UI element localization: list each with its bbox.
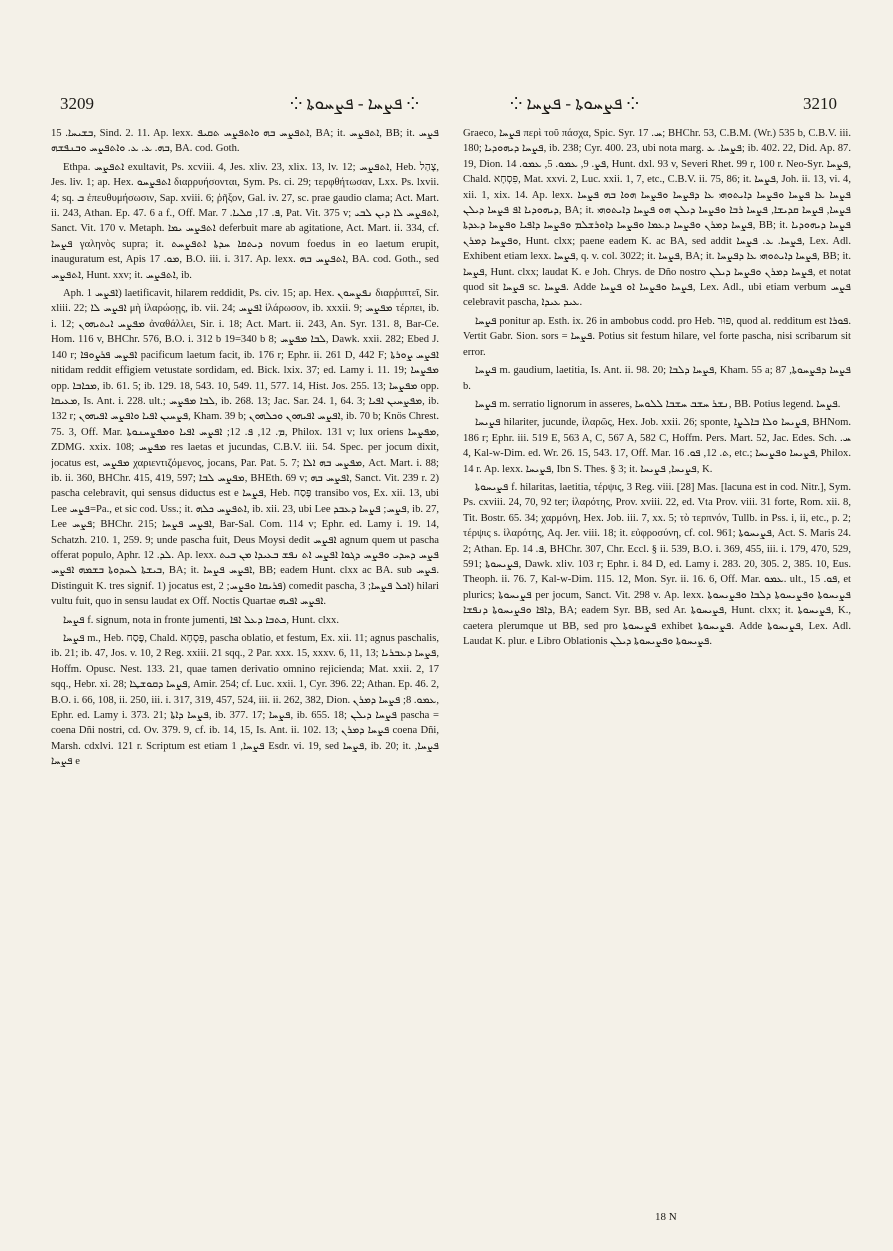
running-header [40, 94, 853, 116]
signature-mark: 18 N [655, 1211, 677, 1223]
left-page-number: 3209 [60, 94, 94, 113]
entry-paragraph: ܦܨܚܐ ponitur ap. Esth. ix. 26 in ambobus codd. pro Heb. פּוּר, quod al. redditum est ܦܘܪܐ. Vertit Gabr. Sion. sors = ܦܨܚܐ. Potius sit festum hilare, vel forte pascha, nisi scribarum sit error. [463, 315, 851, 358]
right-column [463, 126, 851, 1201]
entry-paragraph: ܦܨܚܐ m. serratio lignorum in asseres, ܢܫܪ ܚܫܒ ܚܫܒܐ ܠܠܘܚܐ, BB. Potius legend. ܦܨܚܐ. [475, 398, 841, 410]
entry-paragraph: ܒܫܝܚܐ. 15, Sind. 2. 11. Ap. lexx. ܐܬܦܨܚ ܒܗ ܘܐܬܦܨܚ ܬܩܝܦ, BA; it. ܐܬܦܨܚ, BB; it. ܦܨܚ ܒܗ. ܥ. ܥ. ܘܐܬܦܨܚ ܘܒܢܦܫܗ, BA. cod. Goth. [51, 128, 439, 155]
left-running-title: ⁘ ܦܨܚܐ - ܦܨܚܘܬܐ ⁘ [290, 94, 419, 113]
entry-paragraph: Graeco, ܦܨܚܐ περὶ τοῦ πάσχα, Spic. Syr. ܚ. 17; BHChr. 53, C.B.M. (Wr.) 535 b, C.B.V. iii. 180; ܦܨܚܐ ܕܝܗܘܕܝܐ, ib. 238; Cyr. 400. 23, ubi nota marg. ܦܨܚܐ. ܥ; ib. 402. 22, Did. Ap. 87. 19, Dion. ܦܨ. 9, ܥܡܘ. 5, ܥܡܘ. 14, Hunt. dxl. 93 v, Severi Rhet. 99 r, 100 r. Neo-Syr. ܦܨܚܐ, Chald. פִּסְחָא, Mat. xxvi. 2, Luc. xxii. 1, 7, etc., C.B.V. ii. 75, 86; it. ܦܨܚܐ, Joh. ii. 13, vi. 4, xii. 1, xix. 14. Ap. lexx. ܦܨܚܐ ܥܐ ܦܨܚܐ ܘܦܨܚܐ ܕܐܝܬܘܗܝ ܥܐ ܕܦܨܚܐ ܘܦܨܚܐ ܗܘܐ ܒܗ ܦܨܚܐ ܕܝܗܘܕܝܐ ܐܦ ܦܨܚܐ ܕܝܠܢ, BA; it. ܦܨܚܐ, ܦܨܚܐ ܩܕܝܫܐ, ܦܨܚܐ ܪܒܐ ܘܦܨܚܐ ܕܝܠܢ ܗܘ ܦܨܚܐ ܕܐܝܬܘܗܝ ܦܨܚܐ ܕܡܪܢ ܘܦܨܚܐ ܕܥܡܐ ܘܦܨܚܐ ܕܐܘܪܫܠܡ ܘܦܨܚܐ ܕܐܦܝܐ ܘܦܨܚܐ ܕܥܕܬܐ, BB; it. ܦܨܚܐ ܕܝܗܘܕܝܐ ܘܦܨܚܐ ܕܡܪܢ, Hunt. clxx; paene eadem K. ac BA, sed addit ܦܨܚܐ. ܥ. ܦܨܚܐ, Lex. Adl. Exhibent etiam lexx. ܦܨܚܐ, q. v. col. 3022; it. ܦܨܚܐ, BA; it. ܦܨܚܐ ܕܐܝܬܘܗܝ ܥܐ ܕܦܨܚܐ, BB; it. ܦܨܚܐ, Hunt. clxx; laudat K. e Joh. Chrys. de Dño nostro ܦܨܚܐ ܕܡܪܢ ܘܦܨܚܐ ܕܝܠܢ, et notat quod sit ܦܨܚܐ sc. ܦܨܚܐ. Adde ܦܨܚܐ ܘܦܨܚܐ ܐܘ ܦܨܚܐ, Lex. Adl., ubi etiam verbum ܦܨܚ celebravit pascha, ܥܝܕ ܥܝܕܐ. [463, 128, 851, 309]
entry-paragraph: ܦܨܚܐ m. gaudium, laetitia, Is. Ant. ii. 98. 20; ܦܨܚܐ ܕܠܒܐ, Kham. 55 a; ܦܨܚܐ ܕܦܨܚܘܬܐ, 87 b. [463, 365, 851, 392]
entry-paragraph: ܦܨܝܚܐ hilariter, jucunde, ἱλαρῶς, Hex. Job. xxii. 26; sponte, ܦܨܝܚܐ ܘܠܐ ܒܐܠܨܐ, BHNom. 186 r; Ephr. iii. 519 E, 563 A, C, 567 A, 582 C, Hoffm. Pers. Mart. 52, Jac. Edes. Sch. ܚ. 4, Kal-w-Dim. ed. Wr. 26. 15, 543. 17, Off. Mar. ܬ. 12, ܦܘ. 16, etc.; ܦܨܝܚܐ ܘܦܨܝܚܐ, Philox. 14 r. Ap. lexx. ܦܨܝܚܐ, Ibn S. Thes. § 3; it. ܦܨܝܚܐ, ܦܨܝܚܐ, K. [463, 417, 851, 475]
entry-paragraph: Aph. ܐܦܨܚ 1) laetificavit, hilarem reddidit, Ps. civ. 15; ap. Hex. ܢܦܨܚܘܢ διαρῥιπτεῖ, Sir. xliii. 22; ܐܦܨܚ ܠܐ μὴ ἱλαρώσῃς, ib. vii. 24; ܐܦܨܚ ἱλάρωσον, ib. xxxii. 9; ܡܦܨܚ τέρπει, ib. i. 12; ܡܦܨܚ ܐܝܬܝܗܘܢ ἀναθάλλει, Sir. i. 18; Act. Mart. ii. 243, An. Syr. 131. 8, Bar-Ce. Hom. 116 v, BHChr. 576, B.O. i. 312 b 19=340 b 8; ܠܒܐ ܡܦܨܚ, Dawk. xxii. 282; Ebed J. 140 r; ܐܦܨܚ ܦܪܨܘܦܐ pacificum laetum facit, ib. 176 r; Ephr. ii. 261 D, 442 F; ܐܦܨܚ ܨܘܪܬܐ nitidam reddit effigiem vetustate sordidam, ed. Bick. lxix. 37; ed. Lamy i. 11. 19; ܡܦܨܚܐ opp. ܡܟܐܒܐ, ib. 61. 5; ib. 129. 18, 543. 10, 549. 11, 577. 14, Hist. Jos. 255. 13; ܡܦܨܚܐ opp. ܡܥܝܩܐ, Is. Ant. i. 228. ult.; ܠܒܐ ܡܦܨܚ, ib. 268. 13; Jac. Sar. 24. 1, 64. 3; ܡܦܨܚܝܢ ܐܦܝܐ, ib. 132 r; ܦܨܚܝܢ ܐܦܝܐ ܘܐܦܨܚ ܐܦܝܗܘܢ, Kham. 39 b; ܐܦܨܚ ܐܦܝܗܘܢ ܘܟܠܗܘܢ, ib. 70 b; Knös Chrest. 75. 3, Off. Mar. ܡ. 12, ܦ. 12; ܐܦܨܚ ܐܦܝܐ ܘܡܦܨܚܢܘܬܐ, Philox. 131 v; lux oriens ܡܦܨܚܐ, ZDMG. xxix. 108; ܡܦܨܚ res laetas et jucundas, C.B.V. iii. 54. Spec. per jocum dixit, jocatus est, ܡܦܨܚ χαριεντιζόμενος, jocans, Par. Pat. 5. 7; ܡܦܨܚ ܒܗ ܐܠܐ, Act. Mart. i. 88; ib. ii. 360, BHChr. 415, 419, 597; ܡܦܨܚ ܠܒܐ, BHEth. 69 v; ܐܦܨܚ ܒܗ, Sanct. Vit. 239 r. 2) pascha celebravit, qui sensus diductus est e ܦܨܚܐ, Heb. פֶּסַח transibo vos, Ex. xii. 13, ubi Lee ܦܨܚ=Pa., et sic cod. Uss.; it. ܐܬܦܨܚ ܟܠܗ, ib. xii. 23, ubi Lee ܦܨܚ; ܦܨܚܐ ܕܥܒܕ, ib. 27, Lee ܦܨܚ; BHChr. 215; ܐܦܨܚ ܦܨܚܐ, Bar-Sal. Com. 114 v; Ephr. ed. Lamy i. 19. 14, Schatzh. 210. 1, 259. 9; unde pascha fuit, Deus Moysi dedit ܐܦܨܚ agnum quem ut pascha offerat populo, Aphr. ܠܕ. 12. Ap. lexx. ܦܨܚ ܕܚܕܝ ܘܦܨܚ ܕܓܘܐ ܐܦܨܚ ܐܬ ܢܦܫ ܒܥܝܕܐ ܡܢ ܒܝܬ ܒܝܫܬܐ ܠܚܕܘܬܐ ܒܫܡܗ ܐܦܨܚ, BA; it. ܐܦܨܚ ܦܨܚܐ, BB; eadem Hunt. clxx ac BA. sub ܦܨܚ. Distinguit K. tres signif. 1) jocatus est, ܦܪܝܩܐ ܘܦܨܚ; 2) comedit paschа, ܐܟܠ ܦܨܚܐ; 3) hilari vultu fuit, quo in sensu laudat ex Off. Noctis Quartae ܐܦܨܚ ܐܦܝܗ. [51, 288, 439, 608]
entry-paragraph: ܦܨܚܐ f. signum, nota in fronte jumenti, ܟܬܒܐ ܕܥܠ ܐܦܐ, Hunt. clxx. [63, 614, 339, 626]
right-page-number: 3210 [803, 94, 837, 113]
entry-paragraph: ܦܨܚܐ m., Heb. פֶּסַח, Chald. פִּסְחָא, pascha oblatio, et festum, Ex. xii. 11; agnus paschalis, ib. 21; ib. 47, Jos. v. 10, 2 Reg. xxiii. 21 sqq., 2 Par. xxx. 15, xxxv. 6, 11, 13; ܦܨܚܐ ܕܥܒܪܝܐ, Hoffm. Opusc. Nest. 133. 21, quae tamen derivatio omnino rejicienda; Mat. xxii. 2, 17 sqq., Hebr. xi. 28; ܦܨܚܐ ܕܩܘܫܛܐ, Amir. 254; cf. Luc. xxii. 1, Cyr. 396. 22; Athan. Ep. 46. 2, B.O. i. 66, 108, ii. 250, iii. i. 317, 319, 457, 524, iii. ii. 262, 382, Dion. ܥܡܘ. 8; ܦܨܚܐ ܕܡܪܢ, Ephr. ed. Lamy i. 373. 21; ܦܨܚܐ ܕܐܬܐ, ib. 377. 17; ܦܨܚܐ, ib. 655. 18; ܦܨܚܐ ܕܝܠܢ pascha = coena Dñi nostri, cd. Ov. 379. 9, cf. ib. 14, 15, Is. Ant. ii. 102. 13; ܦܨܚܐ ܕܡܪܢ coena Dñi, Marsh. cdxlvi. 121 r. Scriptum est etiam ܦܨܚܐ, 1 Esdr. vi. 19, sed ܦܨܚܐ, ib. 20; it. ܦܨܚܐ, ܦܨܚܐ e [51, 633, 439, 768]
entry-paragraph: ܦܨܝܚܘܬܐ f. hilaritas, laetitia, τέρψις, 3 Reg. viii. [28] Mas. [lacuna est in cod. Nitr.], Sym. Ps. cxviii. 24, 70, 92 ter; ἱλαρότης, Prov. xviii. 22, ed. Vta Prov. viii. 31 forte, Rom. xii. 8, Tit. Bostr. 65. 34; χαρμόνη, Hex. Job. iii. 7, xx. 5; τὸ τερπνόν, Tullb. in Pss. i, ii, etc., p. 2; τέρψις s. ἱλαρότης, Aq. Jer. viii. 18; it. εὐφροσύνη, cf. col. 961; ܦܨܝܚܘܬܐ, Act. S. Maris 24. 2; Athan. Ep. ܦ. 14, BHChr. 307, Chr. Eccl. § ii. 539, B.O. i. 369, 455, iii. i. 179, 470, 529, 591; ܦܨܝܚܘܬܐ, Dawk. xliv. 103 r; Ephr. i. 84 D, ed. Lamy i. 283. 20, 305. 2, 385. 10, Eus. Theoph. ii. 76. 7, Kal-w-Dim. 115. 12, Mon. Syr. ii. 16. 6, Off. Mar. ܥܡܘ. ult., ܦܘ. 15, et plurics; ܦܨܝܚܘܬܐ per jocum, Sanct. Vit. 298 v. Ap. lexx. ܦܨܝܚܘܬܐ ܘܦܨܝܚܘܬܐ ܕܠܒܐ ܘܦܨܝܚܘܬܐ ܕܐܦܐ ܘܦܨܝܚܘܬܐ ܕܢܦܫܐ, BA; eadem Syr. BB, sed Ar. ܦܨܝܚܘܬܐ, Hunt. clxx; it. ܦܨܝܚܘܬܐ, K., caetera plerumque ut BB, sed pro ܦܨܝܚܘܬܐ exhibet ܦܨܝܚܘܬܐ. Adde ܦܨܝܚܘܬܐ, Lex. Adl. Laudat K. plur. e Libro Oblationis ܦܨܝܚܘܬܐ ܘܦܨܝܚܘܬܐ ܕܝܠܢ. [463, 481, 851, 647]
right-running-title: ⁘ ܦܨܚܘܬܐ - ܦܨܚܐ ⁘ [510, 94, 639, 113]
entry-paragraph: Ethpa. ܐܬܦܨܚ exultavit, Ps. xcviii. 4, Jes. xliv. 23, xlix. 13, lv. 12; ܐܬܦܨܚ, Heb. צָהַל, Jes. liv. 1; ap. Hex. ܐܬܦܨܚܘ διαρρυήσονται, Sym. Ps. ci. 29; τερφθήτωσαν, Lxx. Ps. lxvii. 4; sq. ܒ ἐπευθυμήσωσιν, Sap. xviii. 6; ῥῆξον, Gal. iv. 27, sc. prae gaudio clama; Act. Mart. ii. 243, Athan. Ep. 47. 6 a f., Off. Mar. ܦ. 17, ܩܠܝܐ. 7, Pat. Vit. 375 v; ܐܬܦܨܚ ܠܐ ܕܝܢ ܠܒܝ, Sanct. Vit. 170 v. Metaph. ܐܬܦܨܚ ܝܡܐ deferbuit mare ab agitatione, Act. Mart. ii. 334, cf. ܦܨܚܐ γαληνὸς supra; it. ܕܝܬܩܐ ܚܕܬܐ ܐܬܦܨܚܬ novum foedus in eo laetum erupit, inauguratum est, Apis ܡܘ. 17, B.O. iii. i. 317. Ap. lexx. ܐܬܦܨܚ ܒܗ, BA. cod. Goth., sed ܐܬܦܨܚ, Hunt. xxv; it. ܐܬܦܨܚ, ib. [51, 161, 439, 281]
left-column [51, 126, 439, 1201]
